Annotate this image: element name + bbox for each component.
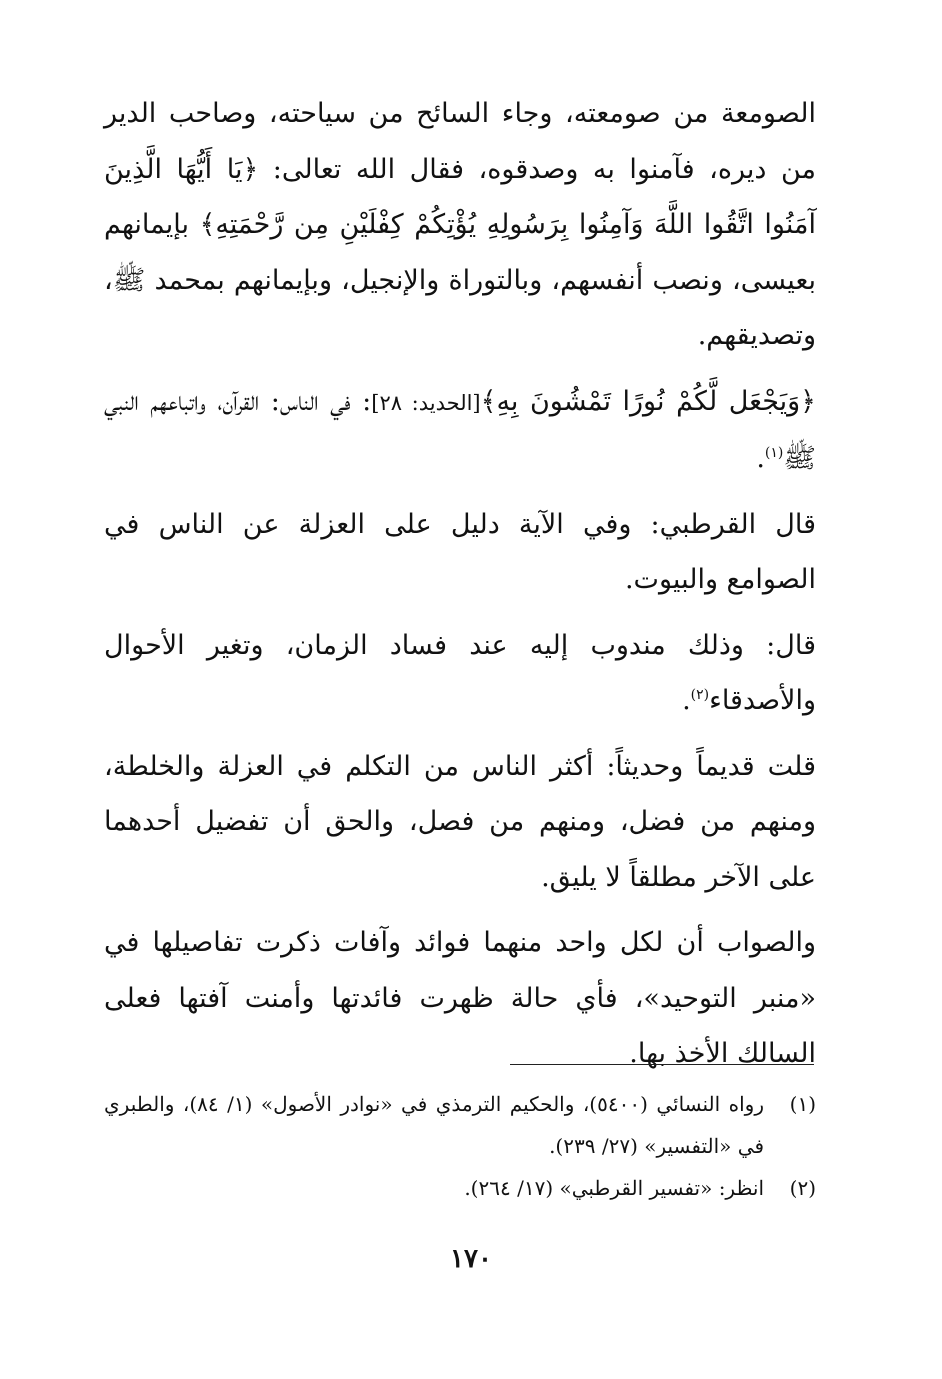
paragraph-5: قلت قديماً وحديثاً: أكثر الناس من التكلم في العزلة والخلطة، ومنهم من فضل، ومنهم من فصل، والحق أن تفضيل أحدهما على الآخر مطلقاً لا يليق. <box>104 750 816 893</box>
quran-verse-2: ﴿وَيَجْعَل لَّكُمْ نُورًا تَمْشُونَ بِهِ﴾ <box>480 385 816 417</box>
footnote-1 <box>104 1083 816 1167</box>
paragraph-2-text: : في الناس: القرآن، واتباعهم النبي ﷺ <box>104 385 816 474</box>
paragraph-4-text: قال: وذلك مندوب إليه عند فساد الزمان، وتغير الأحوال والأصدقاء <box>104 629 816 716</box>
page-number: ١٧٠ <box>450 1244 492 1274</box>
paragraph-1-after: بإيمانهم بعيسى، ونصب أنفسهم، وبالتوراة والإنجيل، وبإيمانهم بمحمد ﷺ، وتصديقهم. <box>104 209 816 351</box>
quran-citation: [الحديد: ٢٨] <box>371 390 481 415</box>
footnote-ref-2[interactable]: (٢) <box>690 687 710 703</box>
footnote-divider <box>510 1064 814 1065</box>
footnote-2-number: (٢) <box>789 1176 816 1200</box>
paragraph-4 <box>104 618 816 729</box>
paragraph-1 <box>104 86 816 364</box>
footnote-2-text: انظر: «تفسير القرطبي» (١٧/ ٢٦٤). <box>464 1176 764 1200</box>
quran-verse-1: ﴿يَا أَيُّهَا الَّذِينَ آمَنُوا اتَّقُوا اللَّهَ وَآمِنُوا بِرَسُولِهِ يُؤْتِكُمْ كِفْلَيْنِ مِن رَّحْمَتِهِ﴾ <box>104 153 816 240</box>
footnotes <box>104 1083 816 1209</box>
footnote-ref-1[interactable]: (١) <box>764 445 784 461</box>
main-text <box>104 86 816 1082</box>
paragraph-2 <box>104 374 816 487</box>
footnote-1-text: رواه النسائي (٥٤٠٠)، والحكيم الترمذي في «نوادر الأصول» (١/ ٨٤)، والطبري في «التفسير» (٢٧/ ٢٣٩). <box>104 1092 764 1158</box>
footnote-2 <box>104 1167 816 1209</box>
paragraph-1-text: الصومعة من صومعته، وجاء السائح من سياحته، وصاحب الدير من ديره، فآمنوا به وصدقوه، فقال الله تعالى: <box>104 98 816 185</box>
paragraph-4-end: . <box>682 685 691 716</box>
paragraph-6: والصواب أن لكل واحد منهما فوائد وآفات ذكرت تفاصيلها في «منبر التوحيد»، فأي حالة ظهرت فائدتها وأمنت آفتها فعلى السالك الأخذ بها. <box>104 927 816 1069</box>
footnote-1-number: (١) <box>789 1092 816 1116</box>
paragraph-3: قال القرطبي: وفي الآية دليل على العزلة عن الناس في الصوامع والبيوت. <box>104 508 816 595</box>
paragraph-2-end: . <box>756 443 765 474</box>
